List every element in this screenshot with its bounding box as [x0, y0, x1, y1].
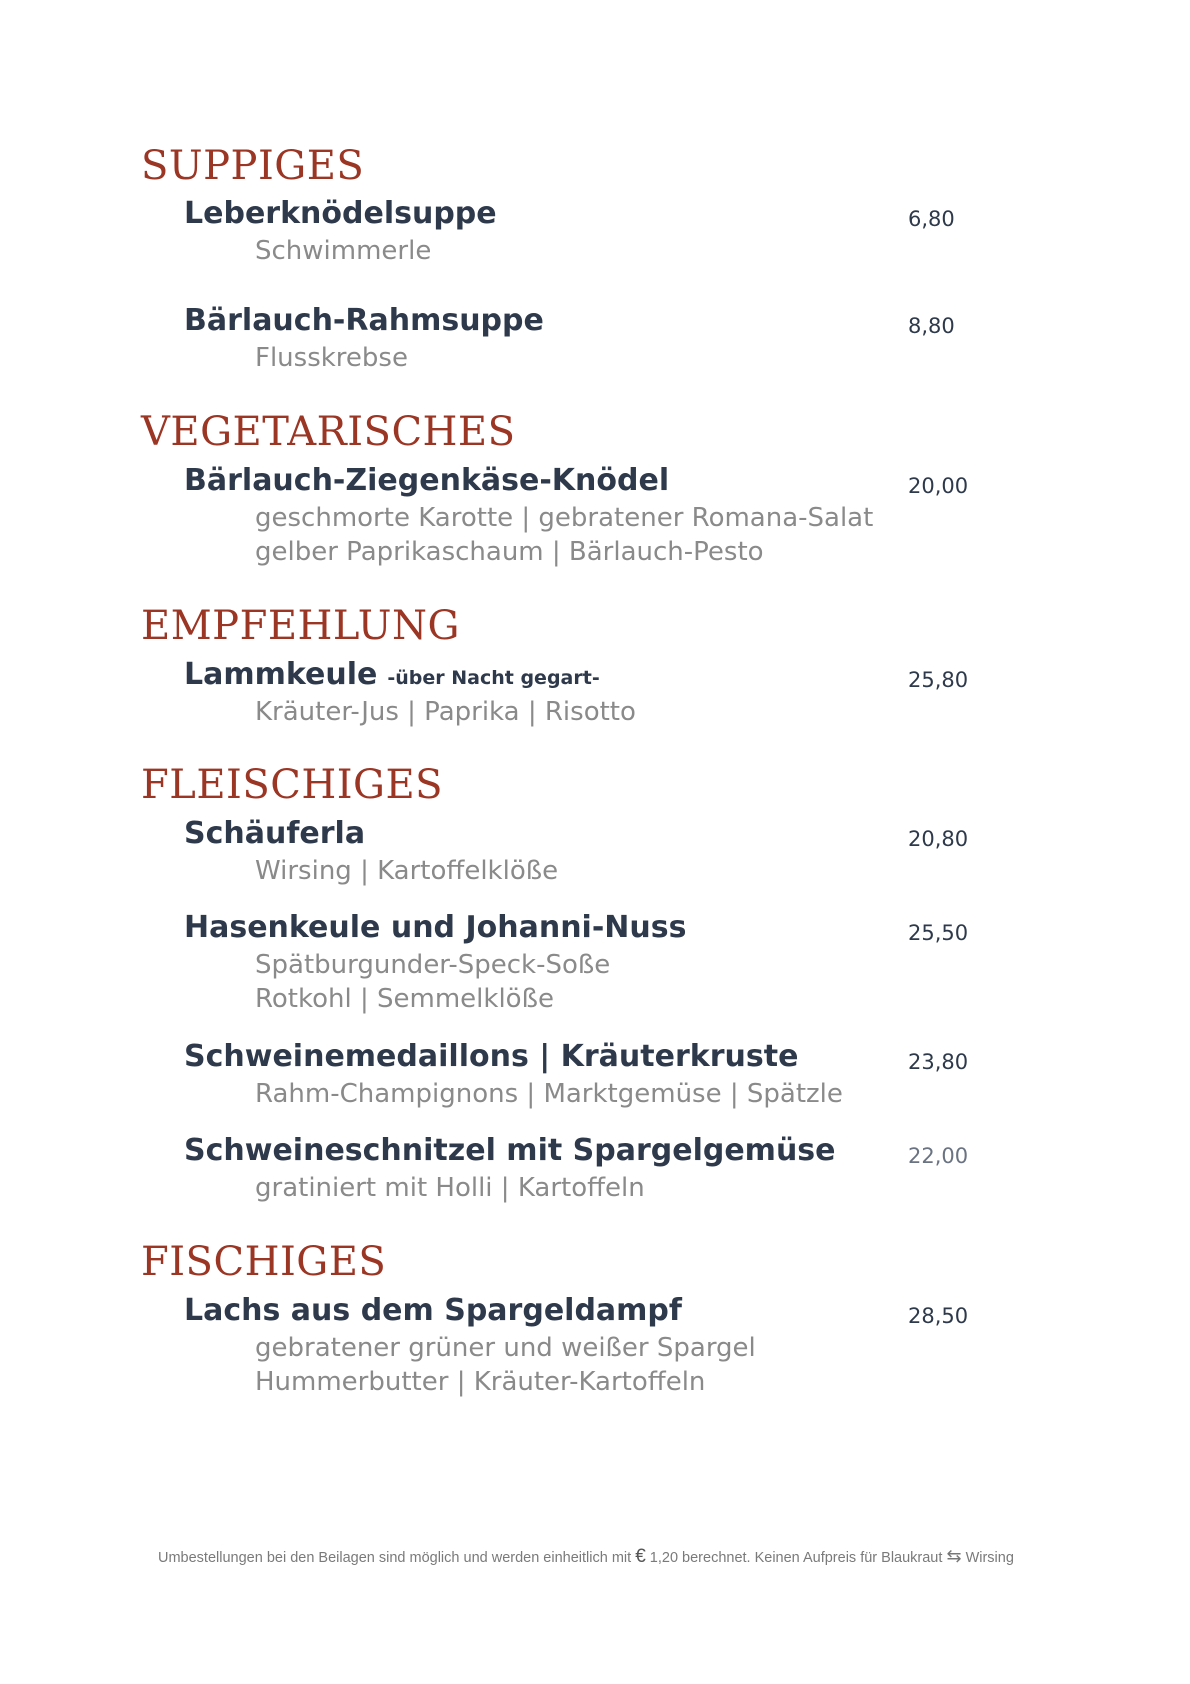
- dish-price: 25,50: [908, 921, 969, 945]
- section-title-vegetarisches: VEGETARISCHES: [141, 409, 516, 455]
- dish-price: 25,80: [908, 668, 969, 692]
- dish-description: Rotkohl | Semmelklöße: [255, 984, 554, 1014]
- section-title-suppiges: SUPPIGES: [141, 143, 365, 189]
- dish-name: Lachs aus dem Spargeldampf: [184, 1293, 682, 1328]
- dish-name: Schäuferla: [184, 816, 366, 851]
- section-title-fleischiges: FLEISCHIGES: [141, 762, 444, 808]
- dish-name: Hasenkeule und Johanni-Nuss: [184, 910, 687, 945]
- dish-price: 6,80: [908, 207, 955, 231]
- dish-description: Rahm-Champignons | Marktgemüse | Spätzle: [255, 1079, 843, 1109]
- footer-text-before: Umbestellungen bei den Beilagen sind möglich und werden einheitlich mit: [158, 1550, 632, 1566]
- dish-description: Wirsing | Kartoffelklöße: [255, 856, 559, 886]
- swap-arrows-icon: ⇆: [946, 1546, 962, 1566]
- footer-text-after: Wirsing: [965, 1550, 1014, 1566]
- dish-name: Leberknödelsuppe: [184, 196, 497, 231]
- dish-name: [184, 656, 600, 697]
- dish-price: 20,00: [908, 474, 969, 498]
- footer-note: [158, 1546, 1058, 1568]
- dish-price: 23,80: [908, 1050, 969, 1074]
- dish-name: Bärlauch-Ziegenkäse-Knödel: [184, 463, 670, 498]
- dish-price: 28,50: [908, 1304, 969, 1328]
- dish-description: Schwimmerle: [255, 236, 432, 266]
- dish-note: -über Nacht gegart-: [387, 667, 600, 689]
- dish-description: gratiniert mit Holli | Kartoffeln: [255, 1173, 645, 1203]
- dish-price: 8,80: [908, 314, 955, 338]
- dish-description: Spätburgunder-Speck-Soße: [255, 950, 611, 980]
- dish-description: gebratener grüner und weißer Spargel: [255, 1333, 756, 1363]
- dish-description: Hummerbutter | Kräuter-Kartoffeln: [255, 1367, 706, 1397]
- dish-price: 20,80: [908, 827, 969, 851]
- dish-description: gelber Paprikaschaum | Bärlauch-Pesto: [255, 537, 764, 567]
- footer-text-mid: 1,20 berechnet. Keinen Aufpreis für Blaukraut: [649, 1550, 943, 1566]
- dish-description: Flusskrebse: [255, 343, 408, 373]
- section-title-empfehlung: EMPFEHLUNG: [141, 603, 460, 649]
- dish-description: geschmorte Karotte | gebratener Romana-Salat: [255, 503, 874, 533]
- dish-name: Schweineschnitzel mit Spargelgemüse: [184, 1133, 836, 1168]
- dish-description: Kräuter-Jus | Paprika | Risotto: [255, 697, 636, 727]
- dish-name: Schweinemedaillons | Kräuterkruste: [184, 1039, 799, 1074]
- dish-name: Bärlauch-Rahmsuppe: [184, 303, 544, 338]
- section-title-fischiges: FISCHIGES: [141, 1239, 387, 1285]
- euro-symbol: €: [635, 1546, 646, 1567]
- dish-name-text: Lammkeule: [184, 657, 378, 692]
- dish-price: 22,00: [908, 1144, 969, 1168]
